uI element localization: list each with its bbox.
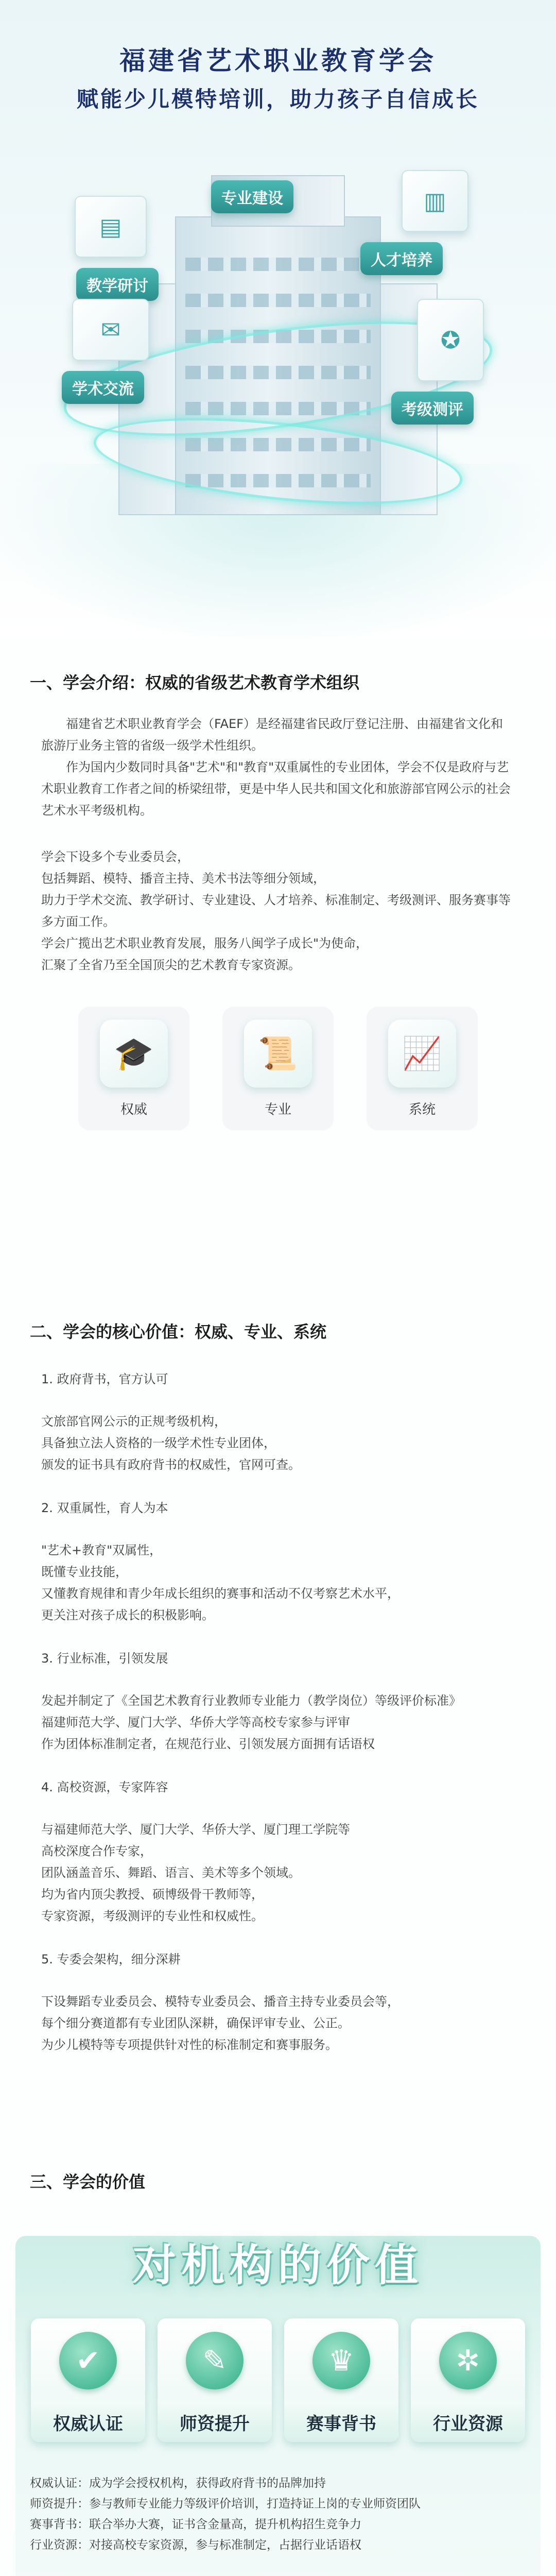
book-icon: ▤ xyxy=(99,213,122,241)
tile-event-endorse xyxy=(284,2318,398,2442)
detail-line: 汇聚了全省乃至全国顶尖的艺术教育专家资源。 xyxy=(41,958,301,972)
section-introduction xyxy=(0,670,556,1130)
value-block-title: 5. 专委会架构，细分深耕 xyxy=(41,1952,181,1967)
value-block-3 xyxy=(0,1648,556,1755)
hero-card-book xyxy=(75,196,147,258)
value-line: 颁发的证书具有政府背书的权威性，官网可查。 xyxy=(41,1458,301,1472)
tile-industry-resource xyxy=(411,2318,525,2442)
org-value-tiles xyxy=(31,2318,525,2442)
value-line: "艺术+教育"双属性， xyxy=(41,1543,162,1557)
value-line: 又懂教育规律和青少年成长组织的赛事和活动不仅考察艺术水平， xyxy=(41,1586,399,1601)
feature-card-authority xyxy=(78,1007,189,1130)
org-value-title: 对机构的价值 xyxy=(132,2240,423,2291)
hero-title: 福建省艺术职业教育学会 xyxy=(119,46,437,76)
intro-paragraph: 作为国内少数同时具备"艺术"和"教育"双重属性的专业团体，学会不仅是政府与艺术职业教育工作者之间的桥梁纽带，更是中华人民共和国文化和旅游部官网公示的社会艺术水平考级机构。 xyxy=(41,760,511,818)
value-line: 发起并制定了《全国艺术教育行业教师专业能力（教学岗位）等级评价标准》 xyxy=(41,1693,461,1708)
intro-text xyxy=(0,713,556,821)
feature-cards xyxy=(0,1007,556,1130)
detail-line: 学会下设多个专业委员会， xyxy=(41,850,189,864)
detail-text xyxy=(0,846,556,976)
value-block-title: 3. 行业标准，引领发展 xyxy=(41,1651,168,1666)
chat-icon: ✉ xyxy=(100,316,121,344)
value-line: 下设舞蹈专业委员会、模特专业委员会、播音主持专业委员会等， xyxy=(41,1994,399,2009)
value-line: 既懂专业技能， xyxy=(41,1565,128,1579)
hero-card-certificate xyxy=(417,299,484,381)
section-core-values xyxy=(0,1319,556,2056)
value-line: 作为团体标准制定者，在规范行业、引领发展方面拥有话语权 xyxy=(41,1737,375,1751)
building-windows xyxy=(185,258,371,271)
value-block-title: 2. 双重属性，育人为本 xyxy=(41,1501,168,1515)
value-line: 高校深度合作专家， xyxy=(41,1844,152,1858)
graduation-cap-icon: 🎓 xyxy=(100,1020,168,1088)
feature-card-label: 专业 xyxy=(264,1101,291,1117)
bubble-教学研讨: 教学研讨 xyxy=(76,268,159,301)
hero-banner xyxy=(0,0,556,639)
feature-card-label: 权威 xyxy=(120,1101,147,1117)
growth-chart-icon: 📈 xyxy=(388,1020,456,1088)
feature-card-label: 系统 xyxy=(408,1101,436,1117)
bubble-人才培养: 人才培养 xyxy=(360,242,443,275)
certificate-icon: ✪ xyxy=(440,326,461,354)
value-line: 更关注对孩子成长的积极影响。 xyxy=(41,1608,214,1622)
detail-line: 包括舞蹈、模特、播音主持、美术书法等细分领域， xyxy=(41,871,325,886)
hero-card-chat xyxy=(72,299,149,361)
hero-subtitle: 赋能少儿模特培训，助力孩子自信成长 xyxy=(76,87,479,112)
feature-card-system xyxy=(367,1007,478,1130)
section-1-heading: 一、学会介绍：权威的省级艺术教育学术组织 xyxy=(30,673,360,692)
chart-icon: ▥ xyxy=(424,187,446,215)
value-block-2 xyxy=(0,1497,556,1626)
org-desc-line: 师资提升：参与教师专业能力等级评价培训，打造持证上岗的专业师资团队 xyxy=(30,2497,421,2511)
value-block-5 xyxy=(0,1948,556,2056)
value-line: 为少儿模特等专项提供针对性的标准制定和赛事服务。 xyxy=(41,2038,338,2052)
tile-label: 行业资源 xyxy=(411,2402,525,2442)
badge-icon: ✔ xyxy=(59,2332,117,2389)
value-line: 团队涵盖音乐、舞蹈、语言、美术等多个领域。 xyxy=(41,1866,301,1880)
value-block-4 xyxy=(0,1776,556,1927)
org-desc-line: 行业资源：对接高校专家资源，参与标准制定，占据行业话语权 xyxy=(30,2538,361,2552)
value-block-1 xyxy=(0,1368,556,1476)
value-line: 与福建师范大学、厦门大学、华侨大学、厦门理工学院等 xyxy=(41,1822,350,1837)
section-3-heading: 三、学会的价值 xyxy=(30,2172,146,2192)
feature-card-professional xyxy=(222,1007,334,1130)
intro-paragraph: 福建省艺术职业教育学会（FAEF）是经福建省民政厅登记注册、由福建省文化和旅游厅业务主管的省级一级学术性组织。 xyxy=(41,717,503,753)
org-desc-line: 权威认证：成为学会授权机构，获得政府背书的品牌加持 xyxy=(30,2477,326,2490)
tile-label: 师资提升 xyxy=(158,2402,272,2442)
detail-line: 学会广揽出艺术职业教育发展，服务八闽学子成长"为使命， xyxy=(41,936,369,951)
tile-label: 权威认证 xyxy=(31,2402,145,2442)
certificate-icon: 📜 xyxy=(244,1020,312,1088)
bubble-考级测评: 考级测评 xyxy=(391,392,474,425)
bubble-专业建设: 专业建设 xyxy=(211,180,293,213)
value-line: 均为省内顶尖教授、硕博级骨干教师等， xyxy=(41,1887,264,1902)
value-block-title: 4. 高校资源，专家阵容 xyxy=(41,1780,168,1794)
tile-label: 赛事背书 xyxy=(284,2402,398,2442)
tile-teacher-upgrade xyxy=(158,2318,272,2442)
org-value-descriptions xyxy=(30,2473,529,2555)
value-line: 专家资源，考级测评的专业性和权威性。 xyxy=(41,1909,264,1923)
value-line: 具备独立法人资格的一级学术性专业团体， xyxy=(41,1436,276,1450)
value-line: 每个细分赛道都有专业团队深耕，确保评审专业、公正。 xyxy=(41,2016,350,2030)
hero-card-chart xyxy=(402,170,468,232)
bubble-学术交流: 学术交流 xyxy=(62,371,144,404)
network-icon: ✲ xyxy=(439,2332,497,2389)
value-line: 福建师范大学、厦门大学、华侨大学等高校专家参与评审 xyxy=(41,1715,350,1730)
building-windows xyxy=(185,294,371,307)
value-line: 文旅部官网公示的正规考级机构， xyxy=(41,1414,227,1429)
section-2-heading: 二、学会的核心价值：权威、专业、系统 xyxy=(30,1322,327,1342)
detail-line: 助力于学术交流、教学研讨、专业建设、人才培养、标准制定、考级测评、服务赛事等多方面工作。 xyxy=(41,893,511,929)
teacher-icon: ✎ xyxy=(186,2332,244,2389)
org-desc-line: 赛事背书：联合举办大赛，证书含金量高，提升机构招生竞争力 xyxy=(30,2518,361,2531)
tile-authority-cert xyxy=(31,2318,145,2442)
trophy-icon: ♛ xyxy=(312,2332,370,2389)
value-block-title: 1. 政府背书，官方认可 xyxy=(41,1372,168,1386)
